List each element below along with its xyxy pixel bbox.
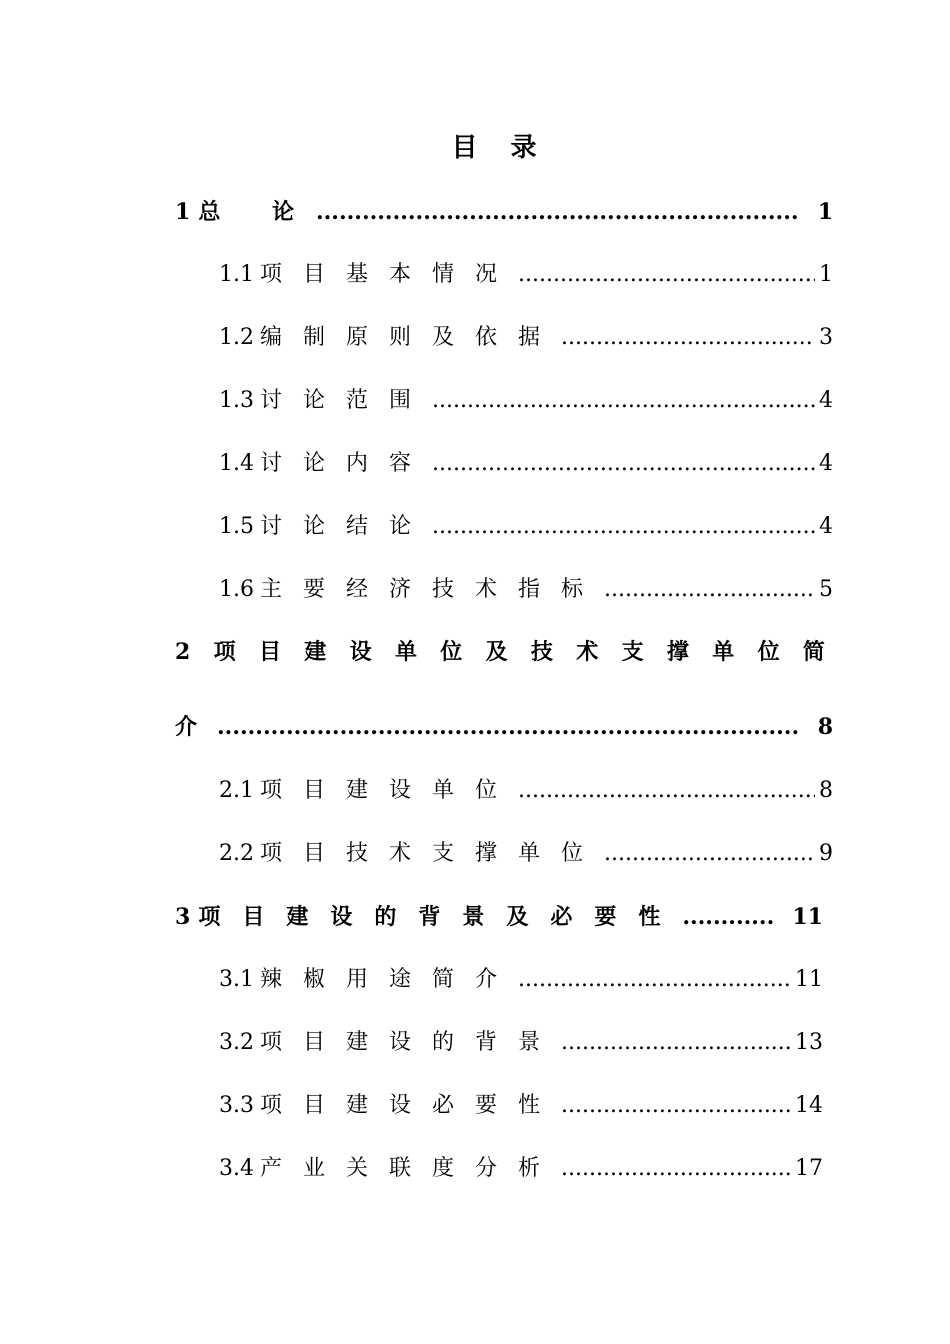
toc-entry-number: 2.2 xyxy=(219,841,254,866)
toc-entry-label: 项目建设的背景 xyxy=(260,1030,562,1055)
toc-leader-dots xyxy=(316,194,800,230)
toc-entry-label: 项目建设的背景及必要性 xyxy=(198,904,683,930)
toc-entry-label-char: 支 xyxy=(621,639,644,665)
toc-entry-label: 项目建设必要性 xyxy=(260,1093,562,1118)
toc-entry-wrapped-line[interactable] xyxy=(175,634,825,670)
toc-entry-label: 主要经济技术指标 xyxy=(260,577,605,602)
toc-leader-dots xyxy=(432,383,815,419)
toc-entry-label: 辣椒用途简介 xyxy=(260,967,519,992)
toc-entry[interactable] xyxy=(175,194,833,230)
toc-entry-label-char: 设 xyxy=(349,639,372,665)
toc-leader-dots xyxy=(561,1088,791,1124)
toc-entry-label: 编制原则及依据 xyxy=(260,325,562,350)
toc-entry[interactable] xyxy=(219,1025,823,1061)
toc-entry-number: 3.2 xyxy=(219,1030,254,1055)
toc-entry-label-char: 建 xyxy=(304,639,327,665)
toc-entry-label: 讨论范围 xyxy=(260,388,433,413)
toc-entry-label: 产业关联度分析 xyxy=(260,1156,562,1181)
toc-entry-page: 14 xyxy=(795,1093,823,1118)
toc-entry-label-char: 目 xyxy=(258,639,281,665)
toc-entry[interactable] xyxy=(219,257,833,293)
toc-leader-dots xyxy=(561,1151,791,1187)
toc-entry-number: 1.5 xyxy=(219,514,254,539)
toc-leader-dots xyxy=(432,446,815,482)
toc-entry-number: 1.1 xyxy=(219,262,254,287)
toc-entry-number: 3.1 xyxy=(219,967,254,992)
toc-leader-dots xyxy=(518,962,791,998)
toc-leader-dots xyxy=(518,773,815,809)
toc-entry-page: 1 xyxy=(817,199,833,225)
toc-entry-page: 8 xyxy=(817,714,833,740)
toc-entry[interactable] xyxy=(219,1088,823,1124)
toc-entry[interactable] xyxy=(219,320,833,356)
toc-entry-number: 2.1 xyxy=(219,778,254,803)
toc-leader-dots xyxy=(217,709,800,745)
toc-entry-page: 4 xyxy=(819,451,833,476)
toc-entry[interactable] xyxy=(175,709,833,745)
toc-entry[interactable] xyxy=(219,962,823,998)
toc-entry-number: 1.4 xyxy=(219,451,254,476)
toc-entry-page: 4 xyxy=(819,388,833,413)
toc-entry-page: 11 xyxy=(795,967,823,992)
toc-entry-page: 11 xyxy=(792,904,823,930)
toc-title: 目 录 xyxy=(451,133,549,163)
toc-entry-number: 2 xyxy=(175,639,191,665)
toc-entry-number: 3.4 xyxy=(219,1156,254,1181)
toc-entry[interactable] xyxy=(219,836,833,872)
toc-entry-number: 1.3 xyxy=(219,388,254,413)
toc-leader-dots xyxy=(604,572,815,608)
toc-entry-label-char: 项 xyxy=(213,639,236,665)
toc-entry-number: 3 xyxy=(175,904,191,930)
toc-entry-number: 3.3 xyxy=(219,1093,254,1118)
toc-leader-dots xyxy=(561,1025,791,1061)
toc-entry-label: 讨论结论 xyxy=(260,514,433,539)
toc-entry-page: 5 xyxy=(819,577,833,602)
toc-entry[interactable] xyxy=(219,773,833,809)
toc-entry[interactable] xyxy=(219,509,833,545)
toc-entry[interactable] xyxy=(219,1151,823,1187)
toc-entry-number: 1.2 xyxy=(219,325,254,350)
toc-entry-label: 讨论内容 xyxy=(260,451,433,476)
toc-entry-page: 1 xyxy=(819,262,833,287)
toc-entry-page: 9 xyxy=(819,841,833,866)
toc-entry-page: 17 xyxy=(795,1156,823,1181)
toc-entry-page: 3 xyxy=(819,325,833,350)
toc-leader-dots xyxy=(518,257,815,293)
toc-entry-number: 1 xyxy=(175,199,191,225)
toc-entry-label-char: 及 xyxy=(485,639,508,665)
toc-entry-page: 8 xyxy=(819,778,833,803)
toc-entry[interactable] xyxy=(219,383,833,419)
toc-entry-label: 总 论 xyxy=(198,199,316,225)
toc-entry-label-char: 简 xyxy=(802,639,825,665)
toc-entry-label-char: 位 xyxy=(440,639,463,665)
toc-entry-label-char: 单 xyxy=(394,639,417,665)
toc-leader-dots xyxy=(604,836,815,872)
toc-entry-label-char: 技 xyxy=(530,639,553,665)
toc-entry-label-char: 撑 xyxy=(666,639,689,665)
toc-entry[interactable] xyxy=(175,899,823,935)
toc-entry-page: 13 xyxy=(795,1030,823,1055)
toc-leader-dots xyxy=(432,509,815,545)
toc-leader-dots xyxy=(682,899,774,935)
toc-entry-number: 1.6 xyxy=(219,577,254,602)
toc-entry-label-char: 位 xyxy=(757,639,780,665)
toc-entry-label-char: 单 xyxy=(712,639,735,665)
toc-entry-label-line2: 介 xyxy=(175,714,198,740)
toc-entry-label: 项目基本情况 xyxy=(260,262,519,287)
toc-entry-label: 项目建设单位 xyxy=(260,778,519,803)
toc-entry-page: 4 xyxy=(819,514,833,539)
toc-entry[interactable] xyxy=(219,572,833,608)
toc-leader-dots xyxy=(561,320,815,356)
toc-entry-label: 项目技术支撑单位 xyxy=(260,841,605,866)
toc-entry-label-char: 术 xyxy=(576,639,599,665)
toc-entry[interactable] xyxy=(219,446,833,482)
